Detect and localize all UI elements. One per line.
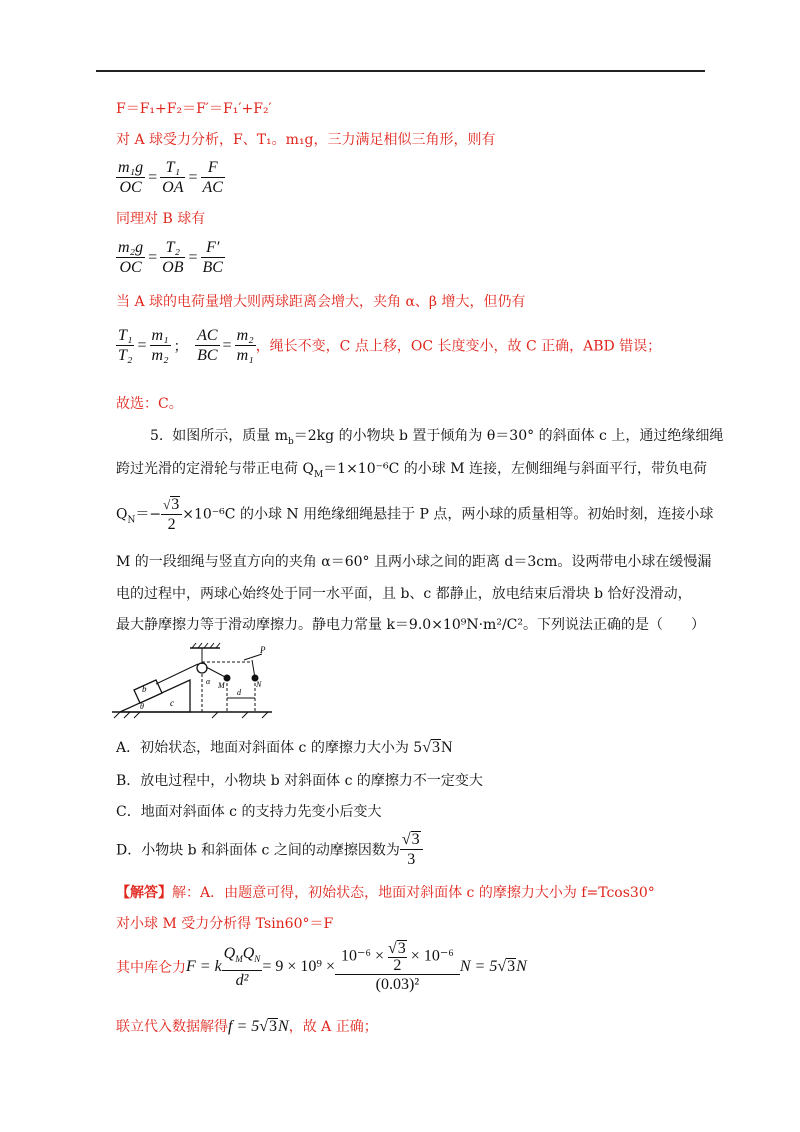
physics-figure: [112, 640, 282, 720]
answer-line-1: [116, 882, 655, 902]
frac-den: OA: [162, 179, 184, 196]
q-text: ＝2kg 的小物块 b 置于倾角为 θ＝30° 的斜面体 c 上，通过绝缘细绳: [293, 428, 724, 444]
frac-den: OC: [119, 179, 142, 196]
frac-num: F′: [201, 238, 225, 258]
label-p: P: [260, 645, 266, 655]
unit: N: [516, 958, 527, 975]
frac-den: T₂: [118, 347, 133, 364]
question-line-4: M 的一段细绳与竖直方向的夹角 α＝60° 且两小球之间的距离 d＝3cm。设两带电小球在缓慢漏: [116, 554, 712, 570]
expr: F = k: [186, 958, 222, 975]
label-d: d: [237, 688, 241, 697]
coulomb-equation: 其中库仑力F = k $\frac{Q_MQ_N}{\text{d²}}$ = 9 × 10⁹ × 10⁻⁶ × $\frac{√3}{2}$ × 10⁻⁶ (0.03)² N = 5√3N: [116, 940, 527, 993]
frac-num: AC: [197, 327, 218, 344]
label-theta: θ: [140, 702, 144, 711]
q-sub: N: [127, 515, 136, 526]
unit: N: [278, 1018, 289, 1035]
question-line-2: [116, 458, 707, 480]
final-equation: 联立代入数据解得f = 5√3N，故 A 正确；: [116, 1018, 378, 1035]
frac-den: m₂: [151, 347, 169, 364]
label-n: N: [256, 680, 262, 689]
frac-den: AC: [202, 179, 223, 196]
question-line-6: 最大静摩擦力等于滑动摩擦力。静电力常量 k＝9.0×10⁹N·m²/C²。下列说法正确的是（ ）: [116, 617, 705, 633]
final-tail: ，故 A 正确；: [288, 1019, 378, 1035]
q-text: ＝1×10⁻⁶C 的小球 M 连接，左侧细绳与斜面平行，带负电荷: [323, 461, 708, 477]
q-text: ×10⁻⁶C 的小球 N 用绝缘细绳悬挂于 P 点，两小球的质量相等。初始时刻，连接小球: [182, 506, 714, 523]
conclusion-text: ，绳长不变，C 点上移，OC 长度变小，故 C 正确，ABD 错误；: [255, 338, 662, 355]
q-text: 跨过光滑的定滑轮与带正电荷 Q: [116, 461, 314, 477]
header-rule: [96, 70, 705, 72]
answer-tag: 【解答】: [116, 885, 172, 901]
coulomb-label: 其中库仑力: [116, 960, 186, 976]
q-text: ＝−: [135, 506, 162, 523]
option-text: D．小物块 b 和斜面体 c 之间的动摩擦因数为: [116, 842, 400, 859]
label-alpha: α: [206, 677, 211, 686]
unit: N: [441, 739, 453, 756]
expr: = 9 × 10⁹ ×: [262, 958, 335, 975]
q-sub: M: [313, 469, 324, 480]
frac-num: 3: [411, 831, 420, 848]
frac-den: d²: [235, 971, 249, 989]
frac-den: 3: [407, 851, 416, 868]
frac-num: 3: [171, 496, 180, 513]
label-c: c: [170, 698, 174, 708]
a-analysis-text: 对 A 球受力分析，F、T₁。m₁g，三力满足相似三角形，则有: [116, 132, 496, 148]
option-c: C．地面对斜面体 c 的支持力先变小后变大: [116, 804, 382, 820]
sqrt-value: 3: [432, 739, 440, 756]
frac-den: BC: [197, 347, 218, 364]
q-m: Q: [223, 945, 236, 963]
sqrt-value: 3: [269, 1018, 278, 1035]
label-m: M: [218, 681, 225, 690]
choose-answer: 故选：C。: [116, 396, 183, 412]
frac-num: T₁: [118, 327, 133, 344]
pulley-icon: [197, 663, 207, 673]
frac-den: OB: [162, 259, 184, 276]
option-b: B．放电过程中，小物块 b 对斜面体 c 的摩擦力不一定变大: [116, 773, 483, 789]
frac-num: 10⁻⁶ ×: [340, 947, 385, 965]
frac-num: m₁: [151, 327, 169, 344]
frac-num-tail: × 10⁻⁶: [410, 947, 454, 965]
frac-num: T₁: [160, 158, 185, 178]
question-line-1: [150, 425, 723, 447]
increase-text: 当 A 球的电荷量增大则两球距离会增大，夹角 α、β 增大，但仍有: [116, 294, 526, 310]
ratio-equation: $\frac{\text{T₁}}{\text{T₂}}$ = $\frac{\text{m₁}}{\text{m₂}}$ ； $\frac{AC}{BC}$ = $\frac{\text{m₂}}{\text{m₁}}$ ，绳长不变，C 点上移，OC 长度变小，故 C 正确，ABD 错误；: [118, 327, 662, 364]
b-same-text: 同理对 B 球有: [116, 211, 206, 227]
expr: N = 5: [459, 958, 498, 975]
frac-num: T₂: [160, 238, 185, 258]
expr: f = 5: [228, 1018, 260, 1035]
sqrt-value: 3: [507, 958, 516, 975]
frac-den: (0.03)²: [375, 976, 420, 993]
option-text: A．初始状态，地面对斜面体 c 的摩擦力大小为 5: [116, 740, 423, 756]
frac-num: F: [201, 158, 225, 178]
frac-num: m₂g: [118, 239, 144, 256]
frac-num: m₂: [236, 327, 254, 344]
label-b: b: [142, 684, 147, 694]
q-n: Q: [242, 945, 255, 963]
option-d: D．小物块 b 和斜面体 c 之间的动摩擦因数为 $\frac{√3}{3}$: [116, 830, 423, 869]
question-line-3: $Q_N=-$ $\frac{√3}{2}$ ×10⁻⁶C 的小球 N 用绝缘细绳悬挂于 P 点，两小球的质量相等。初始时刻，连接小球: [116, 496, 714, 533]
q-text: 如图所示，质量 m: [172, 428, 288, 444]
option-a: A．初始状态，地面对斜面体 c 的摩擦力大小为 5√3N: [116, 739, 453, 756]
frac-den: BC: [202, 259, 223, 276]
similar-triangle-eq-b: $\frac{\text{m₂g}}{OC}$ = $\frac{\text{T₂}}{OB}$ = $\frac{F'}{BC}$: [118, 239, 223, 276]
q-text: Q: [116, 506, 128, 523]
frac-num: m₁g: [118, 159, 144, 176]
frac-den: m₁: [236, 347, 254, 364]
frac-den: OC: [119, 259, 142, 276]
similar-triangle-eq-a: $\frac{\text{m₁g}}{OC}$ = $\frac{\text{T₁}}{OA}$ = $\frac{F}{AC}$: [118, 159, 223, 196]
q-sub: b: [288, 436, 294, 447]
frac-den: 2: [167, 516, 176, 533]
force-equation: F＝F₁+F₂＝F′＝F₁′+F₂′: [116, 101, 272, 117]
question-line-5: 电的过程中，两球心始终处于同一水平面，且 b、c 都静止，放电结束后滑块 b 恰好没滑动，: [116, 586, 692, 602]
final-label: 联立代入数据解得: [116, 1019, 228, 1035]
answer-line-2: 对小球 M 受力分析得 Tsin60°＝F: [116, 916, 334, 932]
question-number: 5.: [150, 428, 164, 444]
answer-text: 解：A．由题意可得，初始状态，地面对斜面体 c 的摩擦力大小为 f=Tcos30°: [172, 885, 655, 901]
